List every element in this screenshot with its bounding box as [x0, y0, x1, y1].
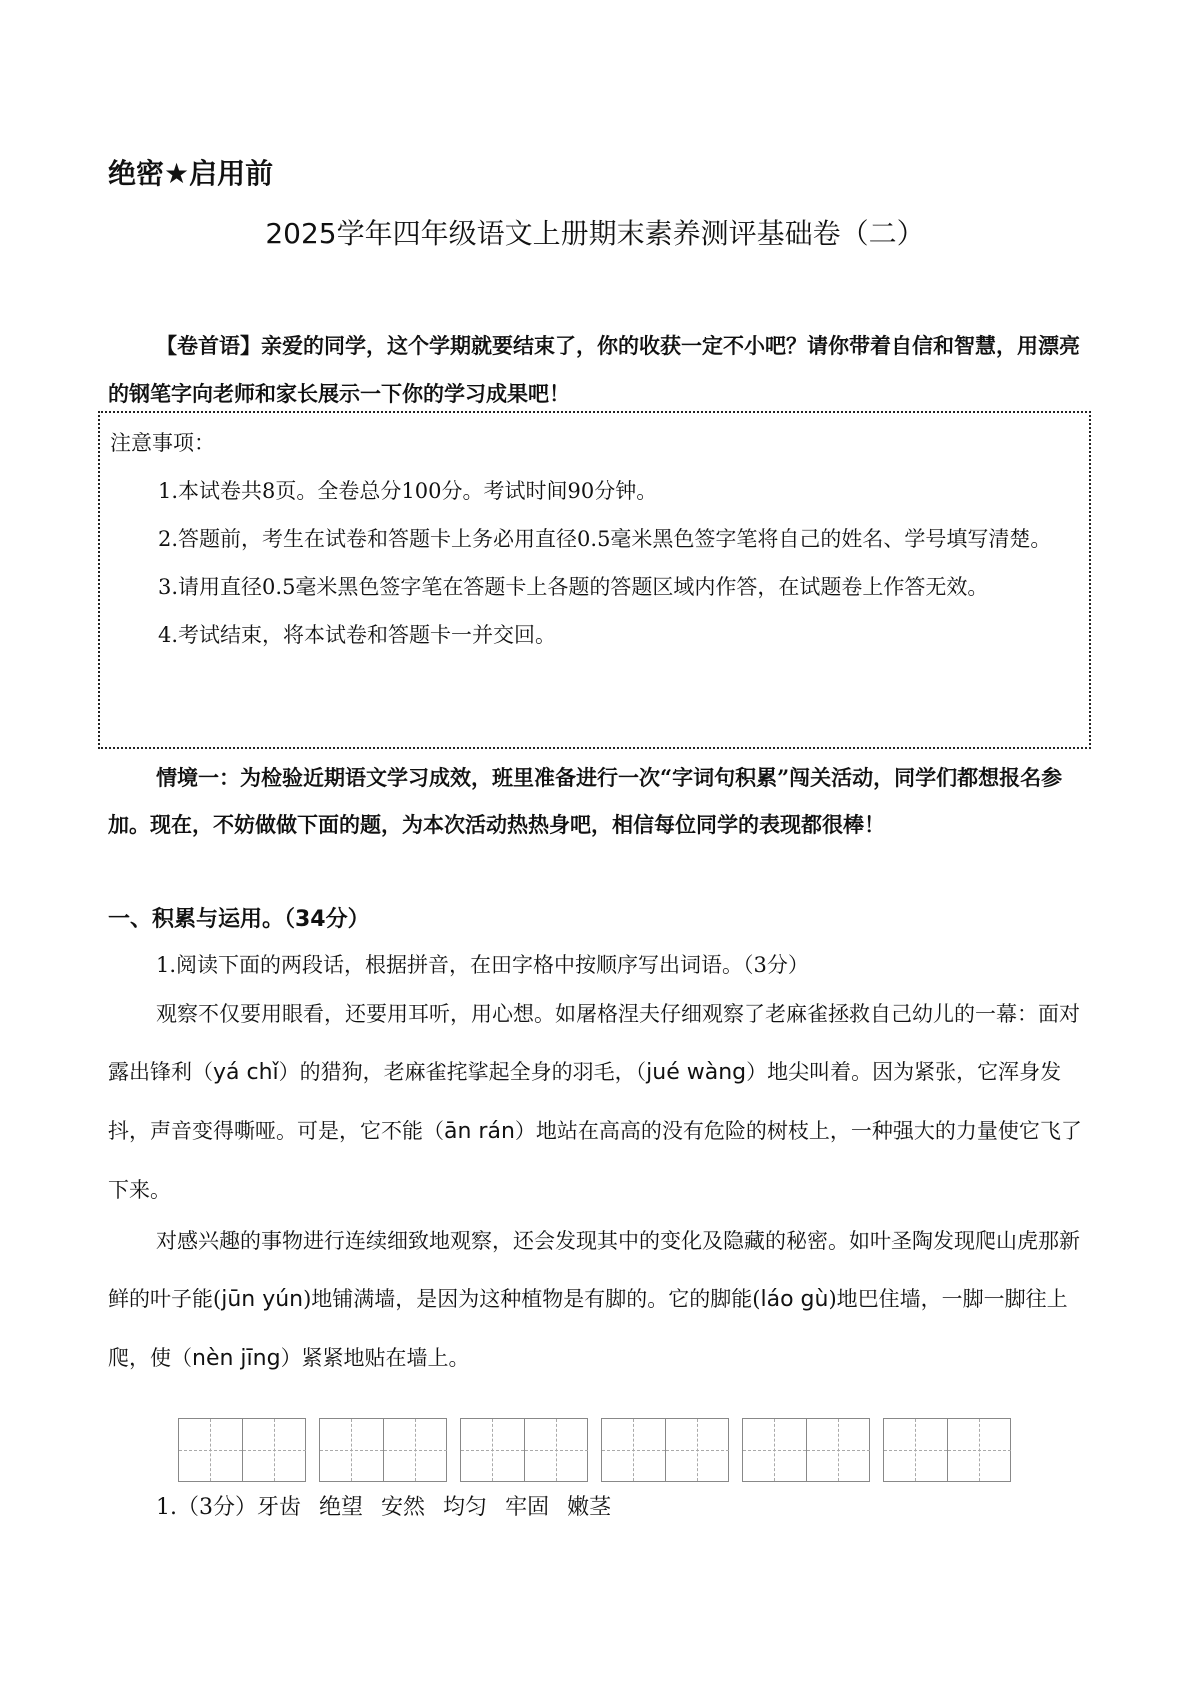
notice-item: 3.请用直径0.5毫米黑色签字笔在答题卡上各题的答题区域内作答，在试题卷上作答无效。 — [158, 575, 989, 599]
section-heading: 一、积累与运用。（34分） — [108, 907, 370, 932]
tianzige-cell[interactable] — [242, 1419, 306, 1481]
answer-word: 绝望 — [319, 1495, 364, 1520]
reading-text: 观察不仅要用眼看，还要用耳听，用心想。如屠格涅夫仔细观察了老麻雀拯救自己幼儿的一幕：面对露出锋利（ — [108, 1002, 1080, 1084]
tianzige-cell[interactable] — [806, 1419, 870, 1481]
answer-word: 牙齿 — [257, 1495, 302, 1520]
tianzige-cell[interactable] — [383, 1419, 447, 1481]
reading-text: ）紧紧地贴在墙上。 — [280, 1346, 470, 1370]
notice-item: 2.答题前，考生在试卷和答题卡上务必用直径0.5毫米黑色签字笔将自己的姓名、学号填写清楚。 — [158, 527, 1052, 551]
tianzige-box[interactable] — [601, 1418, 729, 1482]
tianzige-cell[interactable] — [884, 1419, 947, 1481]
pinyin-prompt: jūn yún — [221, 1287, 304, 1312]
tianzige-cell[interactable] — [320, 1419, 383, 1481]
pinyin-prompt: nèn jīng — [192, 1346, 281, 1371]
reading-paragraph-1 — [108, 985, 1086, 1219]
preface-label: 【卷首语】 — [156, 333, 261, 358]
notice-box — [98, 411, 1091, 749]
answer-word: 牢固 — [505, 1495, 550, 1520]
confidential-mark: 绝密★启用前 — [108, 157, 274, 190]
reading-text: ）地尖叫着。因为紧张，它浑身发抖，声音变得嘶哑。可是，它不能（ — [108, 1060, 1062, 1143]
pinyin-prompt: yá chǐ — [213, 1060, 279, 1085]
tianzige-cell[interactable] — [602, 1419, 665, 1481]
tianzige-box[interactable] — [742, 1418, 870, 1482]
tianzige-cell[interactable] — [665, 1419, 729, 1481]
answer-word: 均匀 — [443, 1495, 488, 1520]
tianzige-cell[interactable] — [461, 1419, 524, 1481]
tianzige-box[interactable] — [883, 1418, 1011, 1482]
preface — [108, 322, 1086, 418]
page-title: 2025学年四年级语文上册期末素养测评基础卷（二） — [265, 217, 925, 250]
scenario-text: 情境一：为检验近期语文学习成效，班里准备进行一次“字词句积累”闯关活动，同学们都想报名参加。现在，不妨做做下面的题，为本次活动热热身吧，相信每位同学的表现都很棒！ — [108, 765, 1063, 837]
reading-text: 对感兴趣的事物进行连续细致地观察，还会发现其中的变化及隐藏的秘密。如叶圣陶发现爬山虎那新鲜的叶子能( — [108, 1229, 1080, 1311]
tianzige-box[interactable] — [319, 1418, 447, 1482]
pinyin-prompt: láo gù — [760, 1287, 829, 1312]
tianzige-box[interactable] — [460, 1418, 588, 1482]
tianzige-box[interactable] — [178, 1418, 306, 1482]
tianzige-cell[interactable] — [524, 1419, 588, 1481]
answer-word: 嫩茎 — [567, 1495, 612, 1520]
tianzige-cell[interactable] — [743, 1419, 806, 1481]
answer-prefix: 1.（3分） — [156, 1495, 257, 1520]
tianzige-grid-row — [178, 1418, 1018, 1484]
question-1-prompt: 1.阅读下面的两段话，根据拼音，在田字格中按顺序写出词语。（3分） — [156, 953, 809, 977]
tianzige-cell[interactable] — [947, 1419, 1011, 1481]
pinyin-prompt: jué wàng — [646, 1060, 747, 1085]
reading-text: )地巴住墙，一脚一脚往上爬，使（ — [108, 1287, 1068, 1370]
tianzige-cell[interactable] — [179, 1419, 242, 1481]
reading-text: )地铺满墙，是因为这种植物是有脚的。它的脚能( — [303, 1287, 761, 1311]
notice-item: 4.考试结束，将本试卷和答题卡一并交回。 — [158, 623, 557, 647]
answer-word: 安然 — [381, 1495, 426, 1520]
notice-item: 1.本试卷共8页。全卷总分100分。考试时间90分钟。 — [158, 479, 658, 503]
reading-paragraph-2 — [108, 1212, 1086, 1388]
preface-text: 亲爱的同学，这个学期就要结束了，你的收获一定不小吧？请你带着自信和智慧，用漂亮的钢笔字向老师和家长展示一下你的学习成果吧！ — [108, 333, 1080, 406]
reading-text: ）的猎狗，老麻雀挓挲起全身的羽毛，（ — [278, 1060, 647, 1084]
answer-line — [156, 1490, 629, 1521]
reading-text: ）地站在高高的没有危险的树枝上，一种强大的力量使它飞了下来。 — [108, 1119, 1082, 1202]
notice-heading: 注意事项： — [110, 431, 215, 455]
pinyin-prompt: ān rán — [444, 1119, 515, 1144]
